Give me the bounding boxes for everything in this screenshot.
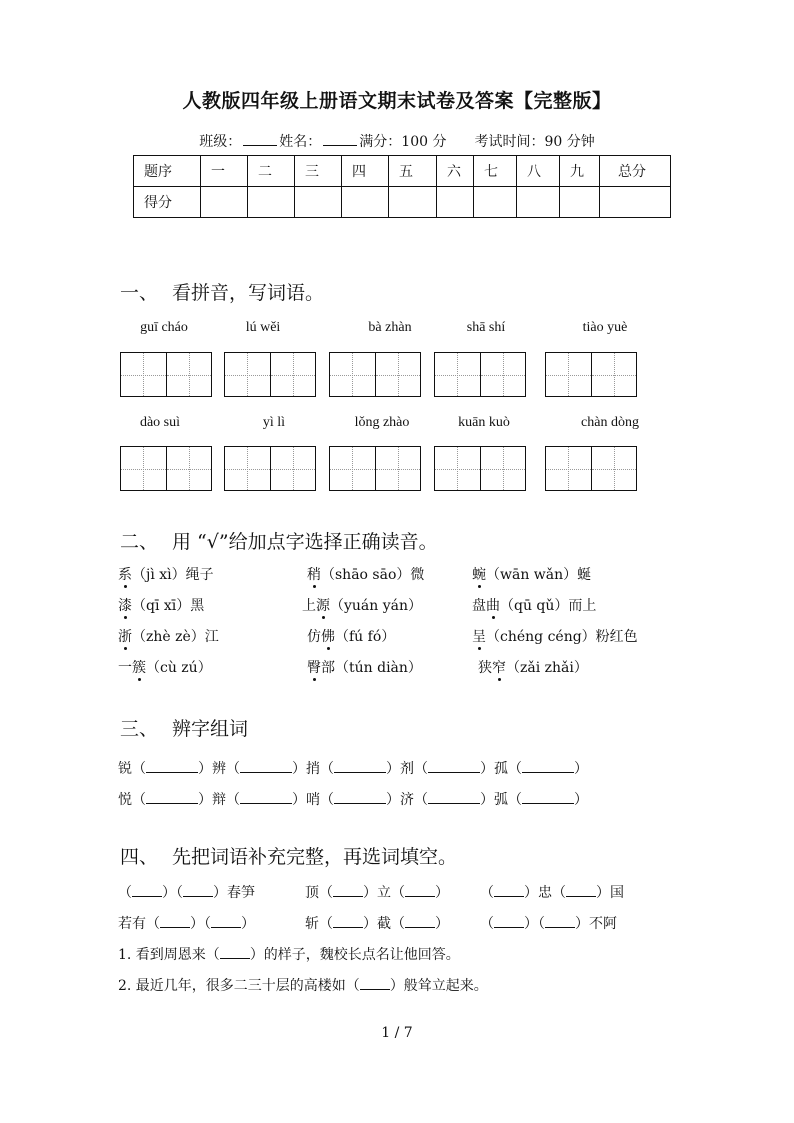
class-label: 班级：: [199, 134, 242, 150]
answer-blank[interactable]: [240, 791, 292, 804]
idiom-fill: （ ）（ ）不阿: [480, 916, 617, 932]
section-1-heading: [120, 278, 324, 305]
pinyin-label: bà zhàn: [368, 320, 412, 335]
dotted-character: 窄: [492, 657, 506, 677]
dotted-character: 浙: [118, 626, 132, 646]
dotted-character: 系: [118, 564, 132, 584]
section-title: 看拼音，写词语。: [172, 282, 325, 304]
writing-grid[interactable]: [434, 446, 526, 491]
pronunciation-item[interactable]: 漆（qī xī）黑: [118, 595, 204, 615]
character: 辩: [212, 792, 226, 808]
pinyin-label: guī cháo: [140, 320, 188, 335]
pronunciation-item[interactable]: 浙（zhè zè）江: [118, 626, 219, 646]
table-cell: 二: [248, 156, 295, 187]
class-blank[interactable]: [243, 133, 277, 146]
answer-blank[interactable]: [240, 760, 292, 773]
character: 辨: [212, 761, 226, 777]
answer-blank[interactable]: [545, 915, 575, 928]
section-title: 先把词语补充完整，再选词填空。: [172, 846, 458, 868]
table-cell: 三: [295, 156, 342, 187]
table-cell: 四: [342, 156, 389, 187]
word-group-row: 锐（ ）辨（ ）捎（ ）剂（ ）孤（ ）: [118, 761, 588, 777]
dotted-character: 源: [316, 595, 330, 615]
pinyin-label: tiào yuè: [582, 320, 628, 335]
score-input-cell[interactable]: [248, 187, 295, 218]
table-cell: 七: [474, 156, 517, 187]
answer-blank[interactable]: [146, 760, 198, 773]
answer-blank[interactable]: [220, 946, 250, 959]
section-number: 二、: [120, 531, 159, 553]
writing-grid[interactable]: [329, 352, 421, 397]
character: 济: [400, 792, 414, 808]
section-title: 用 “√”给加点字选择正确读音。: [172, 531, 438, 553]
answer-blank[interactable]: [428, 760, 480, 773]
dotted-character: 稍: [307, 564, 321, 584]
answer-blank[interactable]: [334, 760, 386, 773]
table-cell: 八: [517, 156, 560, 187]
answer-blank[interactable]: [428, 791, 480, 804]
exam-info: [0, 131, 794, 151]
table-cell: 六: [437, 156, 474, 187]
pinyin-label: dào suì: [139, 415, 181, 430]
character: 锐: [118, 761, 132, 777]
pinyin-label: shā shí: [466, 320, 506, 335]
score-table-score-row: [134, 187, 671, 218]
page-title: 人教版四年级上册语文期末试卷及答案【完整版】: [182, 90, 612, 112]
pronunciation-item[interactable]: 臀部（tún diàn）: [307, 657, 422, 677]
score-input-cell[interactable]: [389, 187, 437, 218]
answer-blank[interactable]: [522, 791, 574, 804]
pinyin-label: kuān kuò: [458, 415, 510, 430]
answer-blank[interactable]: [333, 915, 363, 928]
table-cell: 题序: [134, 156, 201, 187]
writing-grid[interactable]: [224, 446, 316, 491]
pronunciation-item[interactable]: 稍（shāo sāo）微: [307, 564, 424, 584]
section-2-heading: [120, 527, 438, 554]
pinyin-label: lú wěi: [245, 320, 281, 335]
score-input-cell[interactable]: [437, 187, 474, 218]
dotted-character: 漆: [118, 595, 132, 615]
section-4-heading: [120, 842, 457, 869]
answer-blank[interactable]: [333, 884, 363, 897]
dotted-character: 簇: [132, 657, 146, 677]
page-number: 1 / 7: [381, 1025, 413, 1041]
section-number: 四、: [120, 846, 159, 868]
exam-time: 考试时间：90 分钟: [474, 134, 595, 150]
dotted-character: 佛: [321, 626, 335, 646]
table-cell: 五: [389, 156, 437, 187]
writing-grid[interactable]: [545, 352, 637, 397]
pinyin-label: chàn dòng: [581, 415, 639, 430]
pinyin-label: yì lì: [262, 415, 286, 430]
question-1: 1. 看到周恩来（ ）的样子，魏校长点名让他回答。: [118, 947, 460, 963]
idiom-fill: 若有（ ）（ ）: [118, 916, 255, 932]
answer-blank[interactable]: [160, 915, 190, 928]
dotted-character: 臀: [307, 657, 321, 677]
character: 弧: [494, 792, 508, 808]
writing-grid[interactable]: [545, 446, 637, 491]
answer-blank[interactable]: [360, 977, 390, 990]
table-cell: 一: [201, 156, 248, 187]
score-input-cell[interactable]: [474, 187, 517, 218]
table-cell: 九: [560, 156, 600, 187]
answer-blank[interactable]: [132, 884, 162, 897]
score-input-cell[interactable]: [560, 187, 600, 218]
answer-blank[interactable]: [183, 884, 213, 897]
answer-blank[interactable]: [405, 915, 435, 928]
answer-blank[interactable]: [566, 884, 596, 897]
dotted-character: 蜿: [472, 564, 486, 584]
writing-grid[interactable]: [120, 446, 212, 491]
answer-blank[interactable]: [494, 884, 524, 897]
answer-blank[interactable]: [494, 915, 524, 928]
full-score: 满分：100 分: [359, 134, 447, 150]
pronunciation-item[interactable]: 系（jì xì）绳子: [118, 564, 214, 584]
section-number: 一、: [120, 282, 159, 304]
character: 孤: [494, 761, 508, 777]
score-table-header-row: [134, 156, 671, 187]
score-input-cell[interactable]: [201, 187, 248, 218]
answer-blank[interactable]: [405, 884, 435, 897]
pronunciation-item[interactable]: 蜿（wān wǎn）蜒: [472, 564, 591, 584]
answer-blank[interactable]: [334, 791, 386, 804]
character: 哨: [306, 792, 320, 808]
table-cell: 总分: [600, 156, 671, 187]
character: 悦: [118, 792, 132, 808]
answer-blank[interactable]: [146, 791, 198, 804]
score-input-cell[interactable]: [342, 187, 389, 218]
answer-blank[interactable]: [211, 915, 241, 928]
idiom-fill: 斩（ ）截（ ）: [305, 916, 449, 932]
word-group-row: 悦（ ）辩（ ）哨（ ）济（ ）弧（ ）: [118, 792, 588, 808]
dotted-character: 曲: [486, 595, 500, 615]
question-2: 2. 最近几年，很多二三十层的高楼如（ ）般耸立起来。: [118, 978, 488, 994]
pinyin-label: lǒng zhào: [354, 415, 410, 430]
table-cell: 得分: [134, 187, 201, 218]
idiom-fill: （ ）忠（ ）国: [480, 885, 624, 901]
character: 捎: [306, 761, 320, 777]
pronunciation-item[interactable]: 仿佛（fú fó）: [307, 626, 395, 646]
character: 剂: [400, 761, 414, 777]
section-number: 三、: [120, 718, 159, 740]
name-label: 姓名：: [279, 134, 322, 150]
writing-grid[interactable]: [120, 352, 212, 397]
writing-grid[interactable]: [434, 352, 526, 397]
idiom-fill: 顶（ ）立（ ）: [305, 885, 449, 901]
score-input-cell[interactable]: [295, 187, 342, 218]
pronunciation-item[interactable]: 呈（chéng céng）粉红色: [472, 626, 638, 646]
pronunciation-item[interactable]: 盘曲（qū qǔ）而上: [472, 595, 596, 615]
score-table: [133, 155, 671, 218]
answer-blank[interactable]: [522, 760, 574, 773]
pronunciation-item[interactable]: 上源（yuán yán）: [302, 595, 422, 615]
score-input-cell[interactable]: [600, 187, 671, 218]
idiom-fill: （ ）（ ）春笋: [118, 885, 255, 901]
writing-grid[interactable]: [224, 352, 316, 397]
section-title: 辨字组词: [172, 718, 249, 740]
section-3-heading: [120, 714, 248, 741]
name-blank[interactable]: [323, 133, 357, 146]
dotted-character: 呈: [472, 626, 486, 646]
pronunciation-item[interactable]: 一簇（cù zú）: [118, 657, 212, 677]
pronunciation-item[interactable]: 狭窄（zǎi zhǎi）: [478, 657, 588, 677]
score-input-cell[interactable]: [517, 187, 560, 218]
writing-grid[interactable]: [329, 446, 421, 491]
